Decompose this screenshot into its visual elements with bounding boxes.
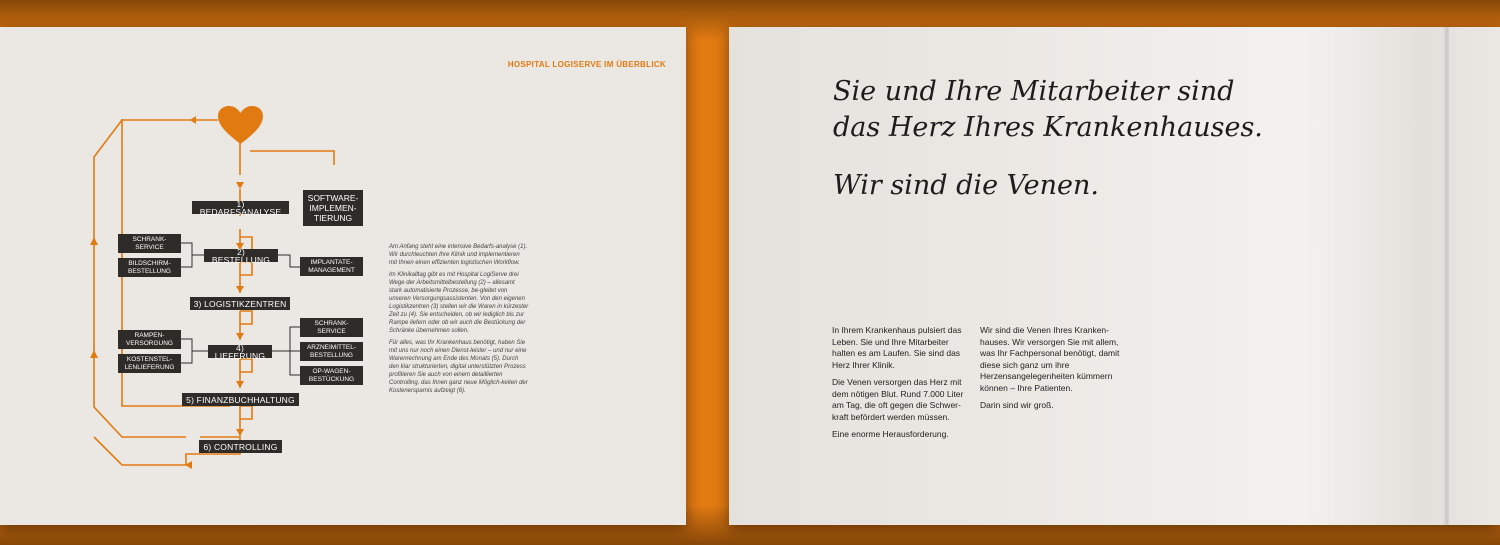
delivery-schrank-service-box: SCHRANK- SERVICE (300, 318, 363, 337)
headline-line-3: Wir sind die Venen. (833, 170, 1099, 201)
step-logistikzentren: 3) LOGISTIKZENTREN (190, 297, 290, 310)
left-page (0, 27, 686, 525)
software-implementierung-box: SOFTWARE- IMPLEMEN- TIERUNG (303, 190, 363, 226)
order-implantate-management-box: IMPLANTATE- MANAGEMENT (300, 257, 363, 276)
body-paragraph: Darin sind wir groß. (980, 400, 1054, 410)
order-schrank-service-box: SCHRANK- SERVICE (118, 234, 181, 253)
left-paragraph: Am Anfang steht eine intensive Bedarfs-analyse (1). Wir durchleuchten Ihre Klinik und implementieren mit Ihnen einen effizienten logistischen Workflow. (389, 244, 528, 266)
body-paragraph: Eine enorme Herausforderung. (832, 429, 949, 439)
headline-line-1: Sie und Ihre Mitarbeiter sind (833, 76, 1235, 107)
step-controlling: 6) CONTROLLING (199, 440, 282, 453)
body-paragraph: In Ihrem Krankenhaus pulsiert das Leben. Sie und Ihre Mitarbeiter halten es am Laufen. Sie sind das Herz Ihrer Klinik. (832, 325, 962, 370)
step-lieferung: 4) LIEFERUNG (208, 345, 272, 358)
body-column-2 (980, 325, 1122, 418)
step-bedarfsanalyse: 1) BEDARFSANALYSE (192, 201, 289, 214)
left-body-text (389, 243, 529, 399)
page-fold (1443, 27, 1451, 525)
left-paragraph: Für alles, was Ihr Krankenhaus benötigt, haben Sie mit uns nur noch einen Dienst-leister – und nur eine Warenrechnung am Ende des Monats (5). Durch den klar strukturierten, digital unterstützten Prozess profitieren Sie auch von einem detaillierten Controlling, das Ihnen ganz neue Möglich-keiten der Kostenersparnis aufzeigt (6). (389, 340, 528, 394)
workflow-diagram (0, 27, 686, 525)
delivery-rampen-versorgung-box: RAMPEN- VERSORGUNG (118, 330, 181, 349)
body-paragraph: Die Venen versorgen das Herz mit dem nötigen Blut. Rund 7.000 Liter am Tag, die oft gegen die Schwer-kraft befördert werden müssen. (832, 377, 964, 422)
order-bildschirm-bestellung-box: BILDSCHIRM- BESTELLUNG (118, 258, 181, 277)
step-finanzbuchhaltung: 5) FINANZBUCHHALTUNG (182, 393, 299, 406)
page-header: HOSPITAL LOGISERVE IM ÜBERBLICK (507, 60, 666, 69)
body-paragraph: Wir sind die Venen Ihres Kranken-hauses. Wir versorgen Sie mit allem, was Ihr Fachpersonal benötigt, damit diese sich ganz um ihre Herzensangelegenheiten kümmern können – Ihre Patienten. (980, 325, 1120, 393)
headline (833, 74, 1293, 204)
delivery-op-wagen-bestueckung-box: OP-WAGEN- BESTÜCKUNG (300, 366, 363, 385)
delivery-kostenstellen-lieferung-box: KOSTENSTEL- LENLIEFERUNG (118, 354, 181, 373)
heart-icon (218, 106, 263, 146)
left-paragraph: Im Klinikalltag gibt es mit Hospital LogiServe drei Wege der Arbeitsmittelbestellung (2) – allesamt stark automatisierte Prozesse, be-gleitet von unseren Versorgungsassistenten. Von den eigenen Logistikzentren (3) stellen wir die Waren in kürzester Zeit zu (4). Sie entscheiden, ob wir lediglich bis zur Rampe liefern oder ob wir auch die Bestückung der Schränke übernehmen sollen. (389, 272, 529, 334)
step-bestellung: 2) BESTELLUNG (204, 249, 278, 262)
delivery-arzneimittel-bestellung-box: ARZNEIMITTEL- BESTELLUNG (300, 342, 363, 361)
body-column-1 (832, 325, 974, 447)
headline-line-2: das Herz Ihres Krankenhauses. (833, 112, 1263, 143)
